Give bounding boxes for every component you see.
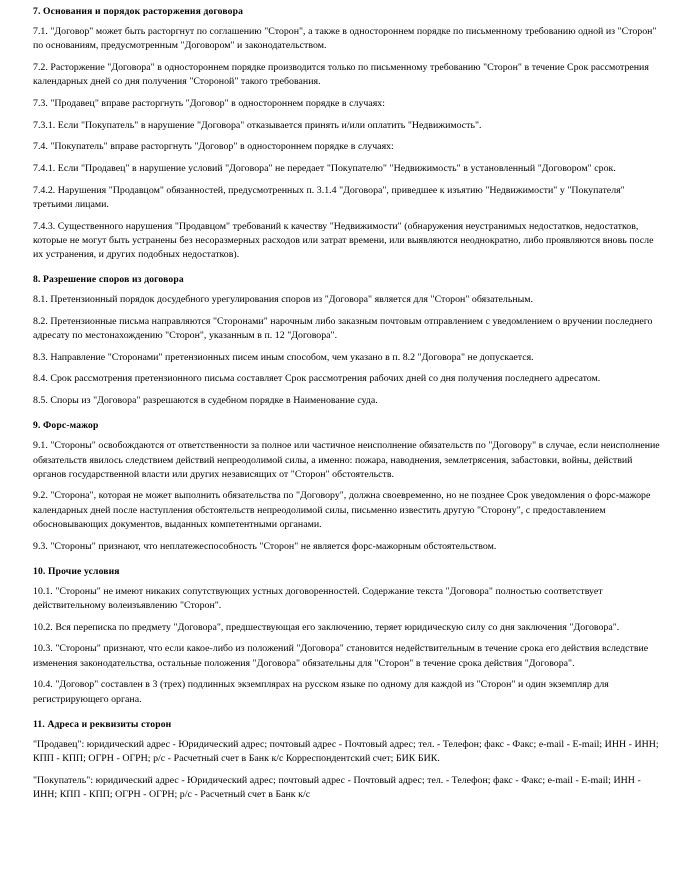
section-heading-9: 9. Форс-мажор [33,420,99,432]
clause-11-seller-requisites: "Продавец": юридический адрес - Юридический адрес; почтовый адрес - Почтовый адрес; тел. - Телефон; факс - Факс; e-mail - E-mail; ИНН - ИНН; КПП - КПП; ОГРН - ОГРН; р/с - Расчетный счет в Банк к/с Корреспондентский счет; БИК БИК. [33,738,659,764]
clause-7-3: 7.3. "Продавец" вправе расторгнуть "Договор" в одностороннем порядке в случаях: [33,97,385,109]
clause-9-1: 9.1. "Стороны" освобождаются от ответственности за полное или частичное неисполнение обязательств по "Договору" в случае, если неисполнение обязательств явилось следствием действий непреодолимой силы, а именно: пожара, наводнения, землетрясения, забастовки, войны, действий органов государственной власти или других независящих от "Сторон" обстоятельств. [33,440,660,480]
document-section-11 [33,718,666,802]
section-heading-10: 10. Прочие условия [33,565,120,577]
section-heading-11: 11. Адреса и реквизиты сторон [33,718,172,730]
clause-7-4: 7.4. "Покупатель" вправе расторгнуть "Договор" в одностороннем порядке в случаях: [33,141,394,153]
document-section-10 [33,565,666,707]
clause-8-3: 8.3. Направление "Сторонами" претензионных писем иным способом, чем указано в п. 8.2 "Договора" не допускается. [33,351,534,363]
clause-9-2: 9.2. "Сторона", которая не может выполнить обязательства по "Договору", должна своевременно, но не позднее Срок уведомления о форс-мажоре календарных дней после наступления обстоятельств непреодолимой силы, письменно известить другую "Сторону", с предоставлением обосновывающих документов, выданных компетентными органами. [33,490,651,530]
document-section-9 [33,419,666,553]
clause-7-3-1: 7.3.1. Если "Покупатель" в нарушение "Договора" отказывается принять и/или оплатить "Недвижимость". [33,119,482,131]
clause-10-2: 10.2. Вся переписка по предмету "Договора", предшествующая его заключению, теряет юридическую силу со дня заключения "Договора". [33,621,620,633]
section-heading-7: 7. Основания и порядок расторжения договора [33,6,244,17]
clause-7-4-3: 7.4.3. Существенного нарушения "Продавцом" требований к качеству "Недвижимости" (обнаружения неустранимых недостатков, недостатков, которые не могут быть устранены без несоразмерных расходов или затрат времени, или выявляются неоднократно, либо проявляются вновь после их устранения, и других подобных недостатков). [33,220,654,260]
document-section-7 [33,5,666,262]
clause-10-3: 10.3. "Стороны" признают, что если какое-либо из положений "Договора" становится недействительным в течение срока его действия вследствие изменения законодательства, остальные положения "Договора" обязательны для "Сторон" в течение срока действия "Договора". [33,643,649,669]
clause-8-4: 8.4. Срок рассмотрения претензионного письма составляет Срок рассмотрения рабочих дней со дня получения последнего адресатом. [33,373,601,385]
section-gap [33,707,666,718]
clause-11-buyer-requisites: "Покупатель": юридический адрес - Юридический адрес; почтовый адрес - Почтовый адрес; тел. - Телефон; факс - Факс; e-mail - E-mail; ИНН - ИНН; КПП - КПП; ОГРН - ОГРН; р/с - Расчетный счет в Банк к/с [33,774,641,800]
clause-7-2: 7.2. Расторжение "Договора" в одностороннем порядке производится только по письменному требованию "Сторон" в течение Срок рассмотрения календарных дней со дня получения "Стороной" такого требования. [33,61,649,88]
clause-7-4-1: 7.4.1. Если "Продавец" в нарушение условий "Договора" не передает "Покупателю" "Недвижимость" в установленный "Договором" срок. [33,162,616,174]
clause-7-4-2: 7.4.2. Нарушения "Продавцом" обязанностей, предусмотренных п. 3.1.4 "Договора", приведшее к изъятию "Недвижимости" у "Покупателя" третьими лицами. [33,184,625,210]
section-gap [33,262,666,273]
clause-10-4: 10.4. "Договор" составлен в 3 (трех) подлинных экземплярах на русском языке по одному для каждой из "Сторон" и один экземпляр для регистрирующего органа. [33,679,609,705]
clause-8-5: 8.5. Споры из "Договора" разрешаются в судебном порядке в Наименование суда. [33,395,378,407]
clause-10-1: 10.1. "Стороны" не имеют никаких сопутствующих устных договоренностей. Содержание текста "Договора" полностью соответствует действительному волеизъявлению "Сторон". [33,585,603,611]
clause-7-1: 7.1. "Договор" может быть расторгнут по соглашению "Сторон", а также в одностороннем порядке по письменному требованию одной из "Сторон" по основаниям, предусмотренным "Договором" и законодательством. [33,26,657,52]
document-section-8 [33,273,666,408]
section-gap [33,554,666,565]
clause-8-1: 8.1. Претензионный порядок досудебного урегулирования споров из "Договора" является для "Сторон" обязательным. [33,294,533,306]
section-gap [33,408,666,419]
section-heading-8: 8. Разрешение споров из договора [33,274,184,286]
clause-9-3: 9.3. "Стороны" признают, что неплатежеспособность "Сторон" не является форс-мажорным обстоятельством. [33,540,497,552]
clause-8-2: 8.2. Претензионные письма направляются "Сторонами" нарочным либо заказным почтовым отправлением с уведомлением о вручении последнего адресату по местонахождению "Сторон", указанным в п. 12 "Договора". [33,315,653,342]
